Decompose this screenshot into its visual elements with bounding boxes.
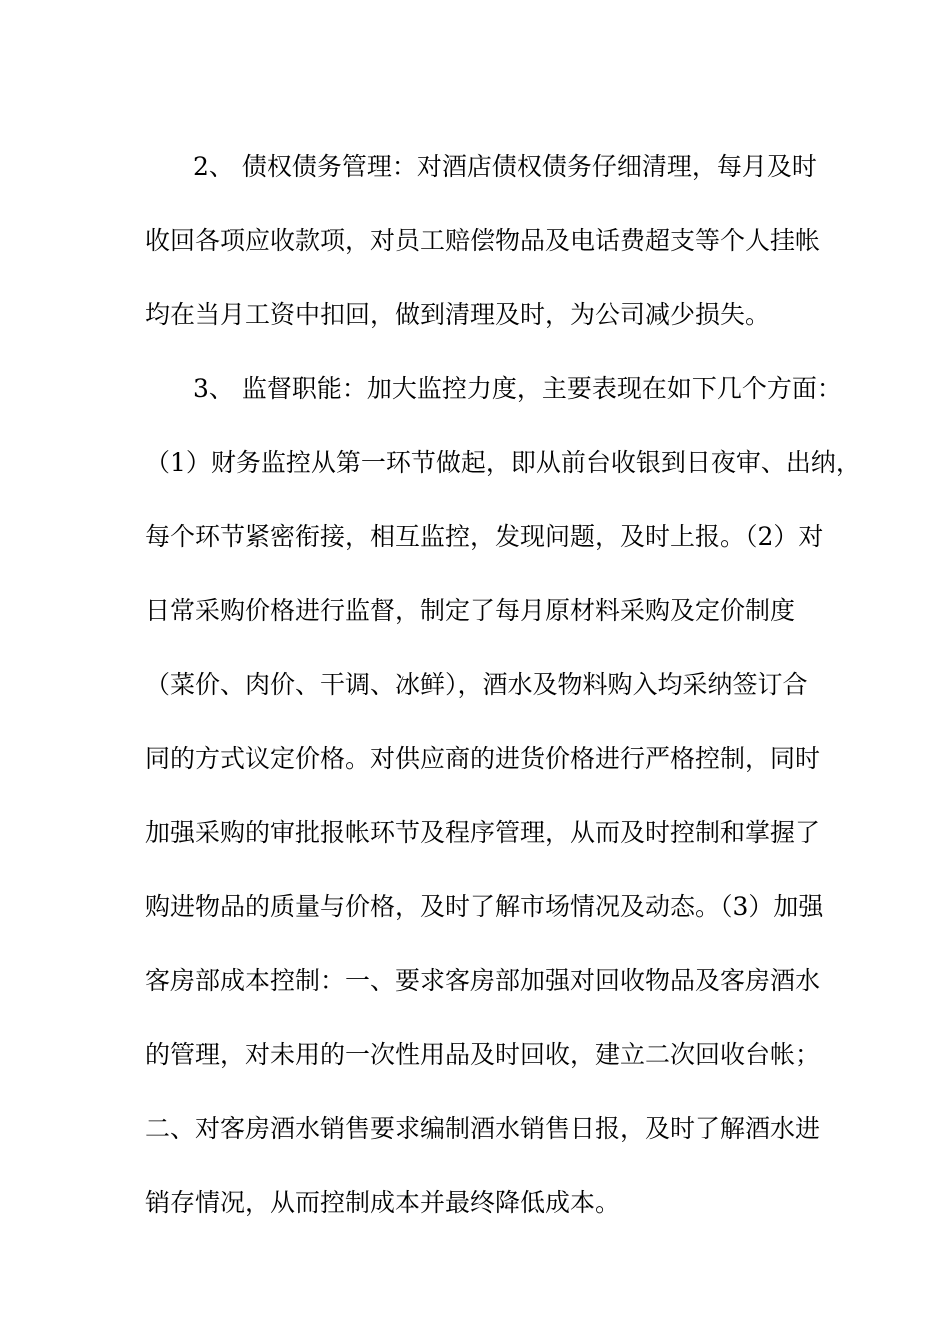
paragraph-2-line-3: 均在当月工资中扣回，做到清理及时，为公司减少损失。 (145, 300, 771, 329)
paragraph-3-line-10: 的管理，对未用的一次性用品及时回收，建立二次回收台帐； (145, 1040, 821, 1069)
paragraph-3-line-1: 3、 监督职能：加大监控力度，主要表现在如下几个方面： (193, 374, 842, 403)
paragraph-3-line-7: 加强采购的审批报帐环节及程序管理，从而及时控制和掌握了 (145, 818, 821, 847)
paragraph-2-line-1: 2、 债权债务管理：对酒店债权债务仔细清理，每月及时 (193, 152, 817, 181)
paragraph-3-line-5: （菜价、肉价、干调、冰鲜），酒水及物料购入均采纳签订合 (145, 670, 808, 699)
body-text (145, 130, 861, 1240)
paragraph-3-line-8: 购进物品的质量与价格，及时了解市场情况及动态。（3）加强 (145, 892, 824, 921)
paragraph-2-line-2: 收回各项应收款项，对员工赔偿物品及电话费超支等个人挂帐 (145, 226, 821, 255)
paragraph-3-line-9: 客房部成本控制：一、要求客房部加强对回收物品及客房酒水 (145, 966, 821, 995)
paragraph-3-line-4: 日常采购价格进行监督，制定了每月原材料采购及定价制度 (145, 596, 796, 625)
paragraph-3-line-2: （1）财务监控从第一环节做起，即从前台收银到日夜审、出纳， (145, 448, 861, 477)
paragraph-3-line-3: 每个环节紧密衔接，相互监控，发现问题，及时上报。（2）对 (145, 522, 824, 551)
paragraph-3-line-12: 销存情况，从而控制成本并最终降低成本。 (145, 1188, 621, 1217)
paragraph-3-line-11: 二、对客房酒水销售要求编制酒水销售日报，及时了解酒水进 (145, 1114, 821, 1143)
paragraph-3-line-6: 同的方式议定价格。对供应商的进货价格进行严格控制，同时 (145, 744, 821, 773)
